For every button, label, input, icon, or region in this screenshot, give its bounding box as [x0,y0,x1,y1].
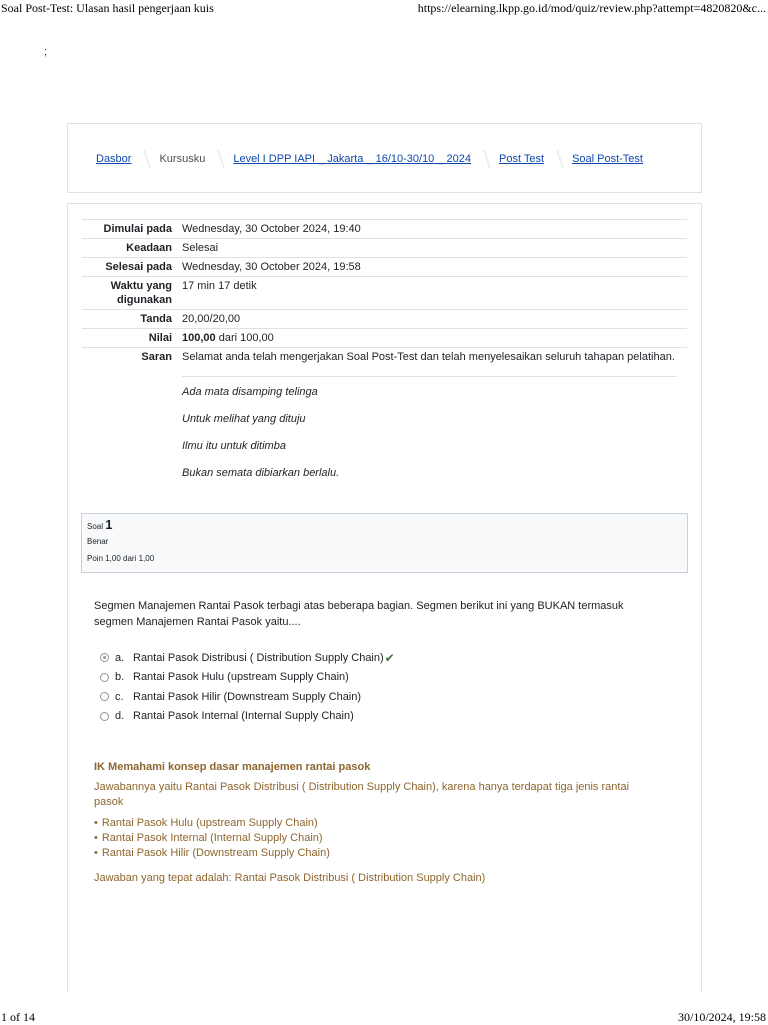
breadcrumb-container [67,123,702,193]
summary-row-marks [82,309,687,328]
print-footer [0,1008,768,1024]
question-label: Soal [87,522,104,531]
poem-line: Ada mata disamping telinga [182,386,318,398]
poem-line: Bukan semata dibiarkan berlalu. [182,467,340,479]
summary-row-state [82,238,687,257]
print-datetime: 30/10/2024, 19:58 [677,1010,766,1024]
summary-label: Waktu yang digunakan [110,280,172,306]
summary-value: Wednesday, 30 October 2024, 19:40 [182,223,361,235]
question-state: Benar [87,537,109,546]
question-number: 1 [105,517,113,532]
summary-value: 20,00/20,00 [182,313,241,325]
answer-letter: c. [115,690,124,703]
page-counter: 1 of 14 [1,1010,35,1024]
breadcrumb-dasbor[interactable]: Dasbor [96,153,132,165]
radio-button[interactable] [100,673,109,682]
feedback-divider [182,376,677,377]
question-text: Segmen Manajemen Rantai Pasok terbagi atas beberapa bagian. Segmen berikut ini yang BUKAN termasuk segmen Manajemen Rantai Pasok yaitu.... [94,600,624,628]
question-grade: Poin 1,00 dari 1,00 [87,554,155,563]
poem-line: Ilmu itu untuk ditimba [182,440,286,452]
breadcrumb-post-test[interactable]: Post Test [499,153,545,165]
answer-option-c[interactable] [100,687,395,707]
summary-row-started [82,219,687,238]
breadcrumb [96,150,643,168]
summary-row-feedback [82,347,687,495]
radio-button-selected[interactable] [100,653,109,662]
summary-row-grade [82,328,687,347]
grade-out-of: dari 100,00 [218,332,274,344]
summary-label: Dimulai pada [103,223,172,235]
feedback-bullet-list [94,816,654,861]
answer-letter: a. [115,651,125,664]
answer-option-b[interactable] [100,668,395,688]
summary-value [178,348,687,495]
breadcrumb-soal-post-test[interactable]: Soal Post-Test [572,153,643,165]
summary-row-completed [82,257,687,276]
list-item: • Rantai Pasok Hilir (Downstream Supply Chain) [94,846,654,861]
check-icon: ✔ [384,650,395,665]
answer-text: Rantai Pasok Internal (Internal Supply Chain) [133,710,354,723]
feedback-poem [182,385,687,480]
grade-score: 100,00 [182,332,216,344]
question-number-line [87,518,682,534]
print-page-url: https://elearning.lkpp.go.id/mod/quiz/review.php?attempt=4820820&c... [417,1,766,15]
summary-value: Selesai [182,242,219,254]
radio-button[interactable] [100,692,109,701]
breadcrumb-separator [478,150,491,168]
breadcrumb-separator [551,150,564,168]
answer-list [100,648,395,726]
summary-label: Nilai [148,332,172,344]
summary-label: Selesai pada [105,261,172,273]
summary-label: Keadaan [126,242,172,254]
poem-line: Untuk melihat yang dituju [182,413,306,425]
answer-text: Rantai Pasok Distribusi ( Distribution Supply Chain) [133,651,384,664]
summary-value [178,329,687,347]
correct-answer-statement: Jawaban yang tepat adalah: Rantai Pasok Distribusi ( Distribution Supply Chain) [94,872,486,884]
overall-feedback-text: Selamat anda telah mengerjakan Soal Post-Test dan telah menyelesaikan seluruh tahapan pelatihan. [182,351,675,363]
question-info-box [81,513,688,573]
print-page-title: Soal Post-Test: Ulasan hasil pengerjaan kuis [1,1,214,15]
answer-text: Rantai Pasok Hulu (upstream Supply Chain) [133,671,349,684]
summary-value: Wednesday, 30 October 2024, 19:58 [182,261,361,273]
breadcrumb-separator [212,150,225,168]
radio-button[interactable] [100,712,109,721]
feedback-competency: IK Memahami konsep dasar manajemen rantai pasok [94,761,371,773]
breadcrumb-course[interactable]: Level I DPP IAPI _ Jakarta _ 16/10-30/10 _ 2024 [233,153,472,165]
summary-value: 17 min 17 detik [182,280,257,292]
summary-label: Saran [141,351,172,363]
stray-text: ; [44,46,48,58]
print-header [0,0,768,18]
list-item: • Rantai Pasok Hulu (upstream Supply Chain) [94,816,654,831]
answer-option-a[interactable] [100,648,395,668]
summary-label: Tanda [140,313,172,325]
answer-text: Rantai Pasok Hilir (Downstream Supply Chain) [133,690,362,703]
general-feedback [94,760,654,886]
answer-letter: d. [115,710,125,723]
breadcrumb-separator [139,150,152,168]
answer-letter: b. [115,671,125,684]
attempt-summary-table [82,219,687,495]
summary-row-time-taken [82,276,687,309]
feedback-explanation: Jawabannya yaitu Rantai Pasok Distribusi ( Distribution Supply Chain), karena hanya terdapat tiga jenis rantai pasok [94,781,630,808]
breadcrumb-kursusku: Kursusku [159,153,206,165]
answer-option-d[interactable] [100,707,395,727]
list-item: • Rantai Pasok Internal (Internal Supply Chain) [94,831,654,846]
